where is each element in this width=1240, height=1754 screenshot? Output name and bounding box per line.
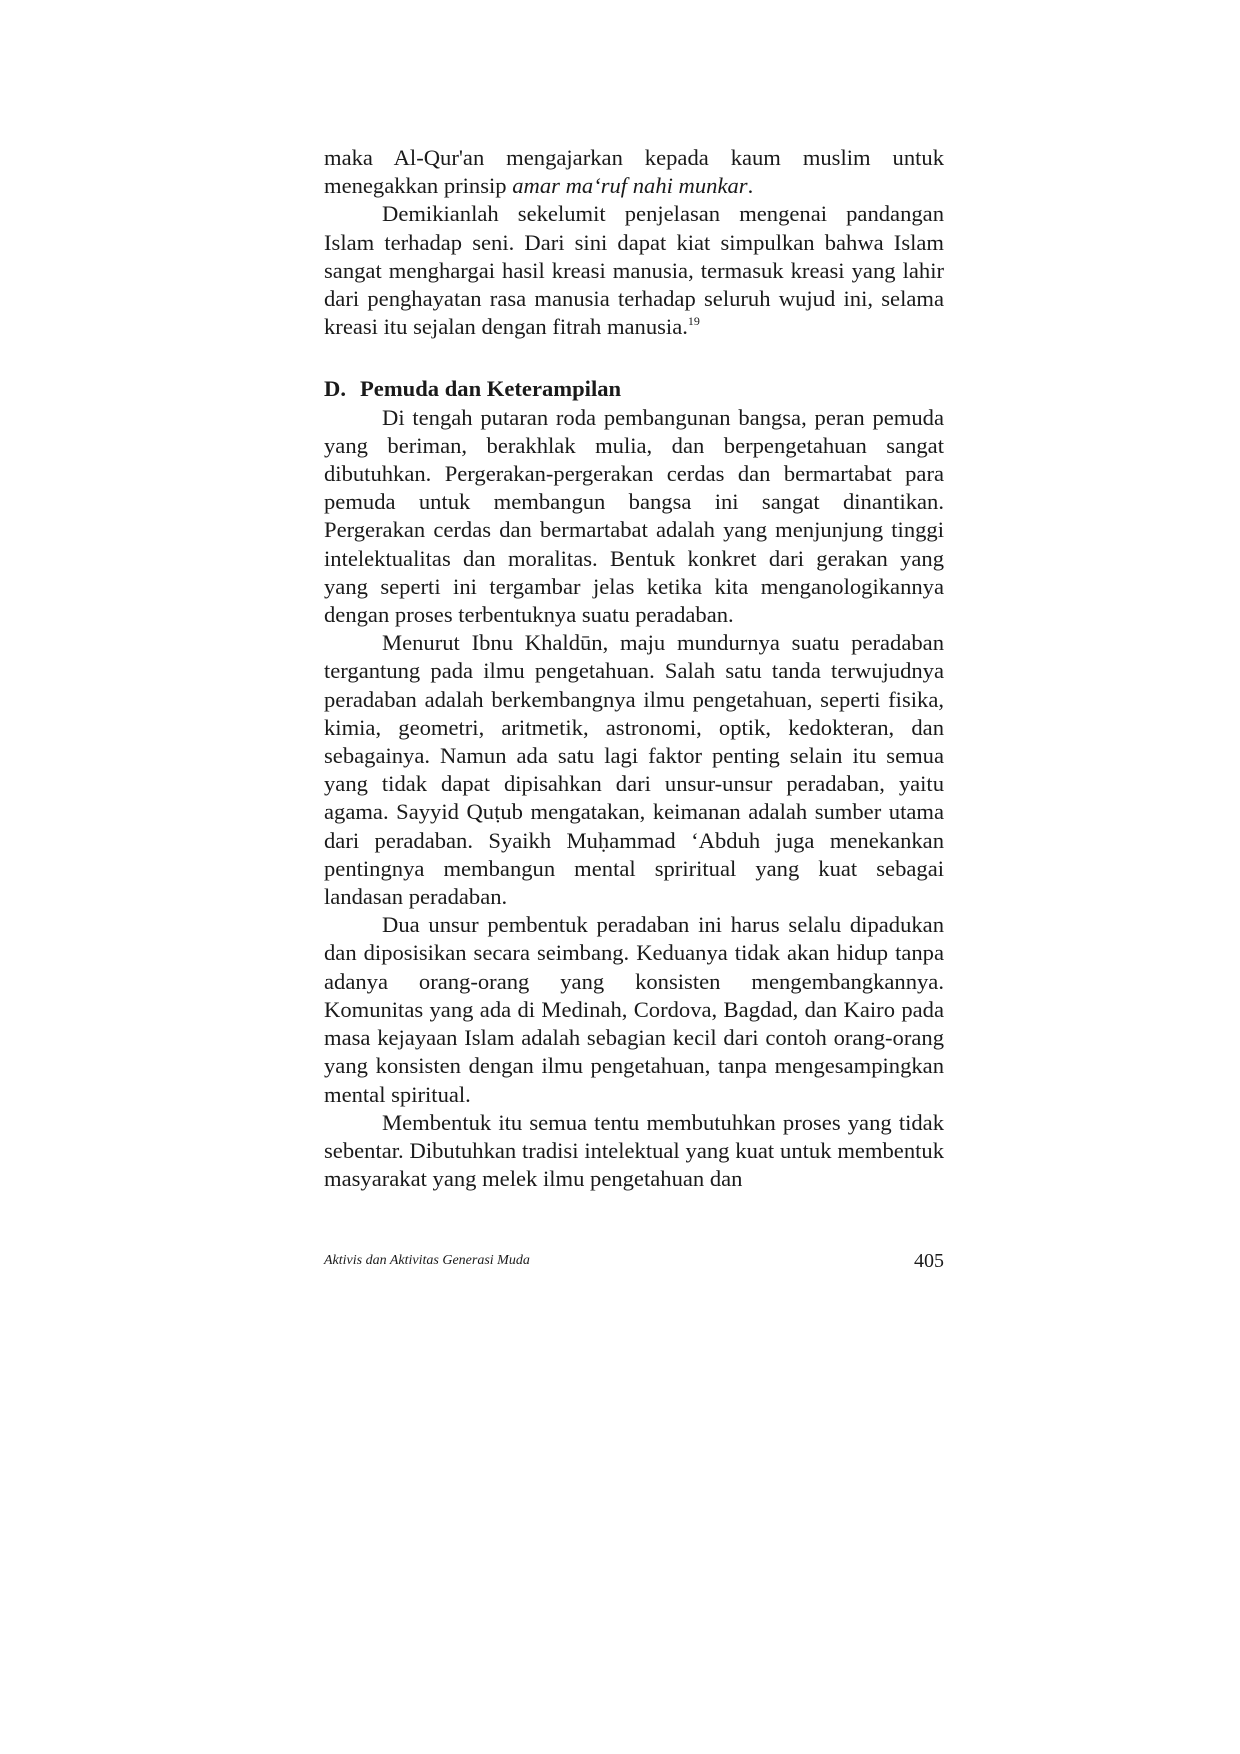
paragraph-text-end: . [747,173,754,199]
italic-phrase: amar ma‘ruf nahi munkar [512,173,748,199]
paragraph: Membentuk itu semua tentu membutuhkan proses yang tidak sebentar. Dibutuhkan tradisi intelektual yang kuat untuk membentuk masyarakat yang melek ilmu pengetahuan dan [324,1109,944,1192]
page-number: 405 [914,1250,944,1272]
paragraph-continuation [324,144,944,200]
paragraph-text: Demikianlah sekelumit penjelasan mengenai pandangan Islam terhadap seni. Dari sini dapat kiat simpulkan bahwa Islam sangat menghargai hasil kreasi manusia, termasuk kreasi yang lahir dari penghayatan rasa manusia terhadap seluruh wujud ini, selama kreasi itu sejalan dengan fitrah manusia. [324,201,944,340]
paragraph: Dua unsur pembentuk peradaban ini harus selalu dipadukan dan diposisikan secara seimbang. Keduanya tidak akan hidup tanpa adanya orang-orang yang konsisten mengembangkannya. Komunitas yang ada di Medinah, Cordova, Bagdad, dan Kairo pada masa kejayaan Islam adalah sebagian kecil dari contoh orang-orang yang konsisten dengan ilmu pengetahuan, tanpa mengesampingkan mental spiritual. [324,912,944,1107]
section-letter: D. [324,376,346,402]
page-body [324,144,944,1193]
paragraph-conclusion [324,200,944,341]
running-footer-title: Aktivis dan Aktivitas Generasi Muda [324,1253,530,1268]
section-title: Pemuda dan Keterampilan [360,376,622,402]
paragraph-text: maka Al-Qur'an mengajarkan kepada kaum muslim untuk menegakkan prinsip [324,145,944,199]
footnote-reference: 19 [687,314,700,329]
section-heading [324,375,944,403]
page-footer [324,1250,944,1274]
paragraph: Di tengah putaran roda pembangunan bangsa, peran pemuda yang beriman, berakhlak mulia, dan berpengetahuan sangat dibutuhkan. Pergerakan-pergerakan cerdas dan bermartabat para pemuda untuk membangun bangsa ini sangat dinantikan. Pergerakan cerdas dan bermartabat adalah yang menjunjung tinggi intelektualitas dan moralitas. Bentuk konkret dari gerakan yang yang seperti ini tergambar jelas ketika kita menganologikannya dengan proses terbentuknya suatu peradaban. [324,404,944,628]
paragraph: Menurut Ibnu Khaldūn, maju mundurnya suatu peradaban tergantung pada ilmu pengetahuan. Salah satu tanda terwujudnya peradaban adalah berkembangnya ilmu pengetahuan, seperti fisika, kimia, geometri, aritmetik, astronomi, optik, kedokteran, dan sebagainya. Namun ada satu lagi faktor penting selain itu semua yang tidak dapat dipisahkan dari unsur-unsur peradaban, yaitu agama. Sayyid Quṭub mengatakan, keimanan adalah sumber utama dari peradaban. Syaikh Muḥammad ‘Abduh juga menekankan pentingnya membangun mental spriritual yang kuat sebagai landasan peradaban. [324,630,944,910]
